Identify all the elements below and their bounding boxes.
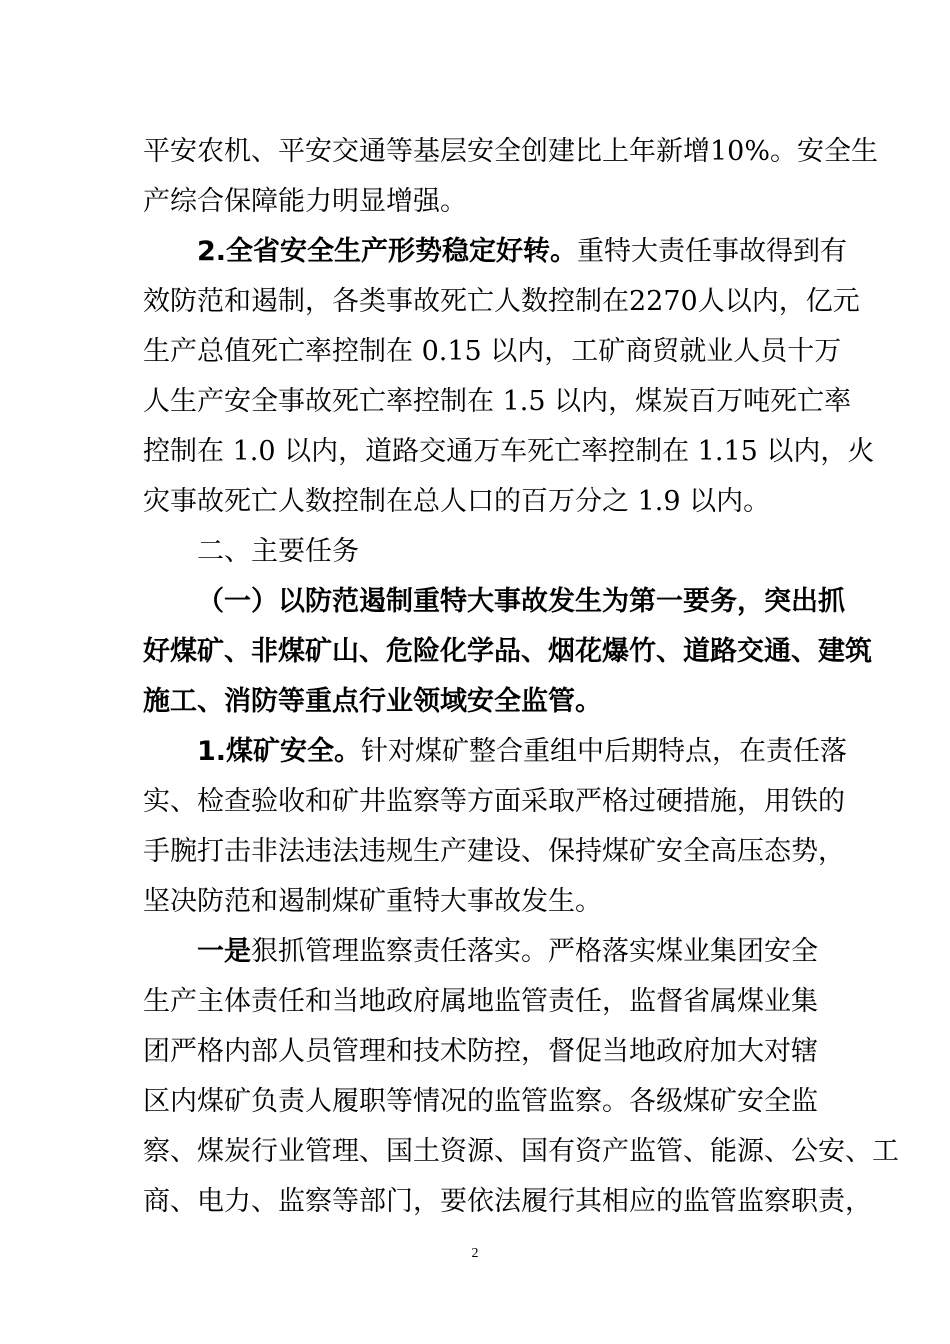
inline-heading: 1.煤矿安全。 <box>197 736 362 767</box>
inline-heading: 一是 <box>197 936 251 967</box>
body-line: 察、煤炭行业管理、国土资源、国有资产监管、能源、公安、工 <box>143 1136 899 1167</box>
body-line: 手腕打击非法违法违规生产建设、保持煤矿安全高压态势， <box>143 836 845 867</box>
page-number: 2 <box>471 1246 479 1261</box>
body-line: 商、电力、监察等部门，要依法履行其相应的监管监察职责， <box>143 1186 872 1217</box>
body-line: 控制在 1.0 以内，道路交通万车死亡率控制在 1.15 以内，火 <box>143 436 875 467</box>
subsection-heading-line: （一）以防范遏制重特大事故发生为第一要务，突出抓 <box>197 586 845 617</box>
body-line: 灾事故死亡人数控制在总人口的百万分之 1.9 以内。 <box>143 486 771 517</box>
body-line: 生产主体责任和当地政府属地监管责任，监督省属煤业集 <box>143 986 818 1017</box>
body-line: 区内煤矿负责人履职等情况的监管监察。各级煤矿安全监 <box>143 1086 818 1117</box>
paragraph-heading-line: 2.全省安全生产形势稳定好转。重特大责任事故得到有 <box>197 236 848 267</box>
section-heading: 二、主要任务 <box>197 536 359 567</box>
paragraph-heading-line: 一是狠抓管理监察责任落实。严格落实煤业集团安全 <box>197 936 818 967</box>
body-line: 人生产安全事故死亡率控制在 1.5 以内，煤炭百万吨死亡率 <box>143 386 852 417</box>
body-line: 平安农机、平安交通等基层安全创建比上年新增10%。安全生 <box>143 136 879 167</box>
body-line: 实、检查验收和矿井监察等方面采取严格过硬措施，用铁的 <box>143 786 845 817</box>
subsection-heading-line: 施工、消防等重点行业领域安全监管。 <box>143 686 602 717</box>
body-line: 产综合保障能力明显增强。 <box>143 186 467 217</box>
body-line: 坚决防范和遏制煤矿重特大事故发生。 <box>143 886 602 917</box>
body-line: 效防范和遏制，各类事故死亡人数控制在2270人以内，亿元 <box>143 286 860 317</box>
body-line: 团严格内部人员管理和技术防控，督促当地政府加大对辖 <box>143 1036 818 1067</box>
subsection-heading-line: 好煤矿、非煤矿山、危险化学品、烟花爆竹、道路交通、建筑 <box>143 636 872 667</box>
body-line: 生产总值死亡率控制在 0.15 以内，工矿商贸就业人员十万 <box>143 336 842 367</box>
inline-heading: 2.全省安全生产形势稳定好转。 <box>197 236 578 267</box>
paragraph-heading-line: 1.煤矿安全。针对煤矿整合重组中后期特点，在责任落 <box>197 736 848 767</box>
